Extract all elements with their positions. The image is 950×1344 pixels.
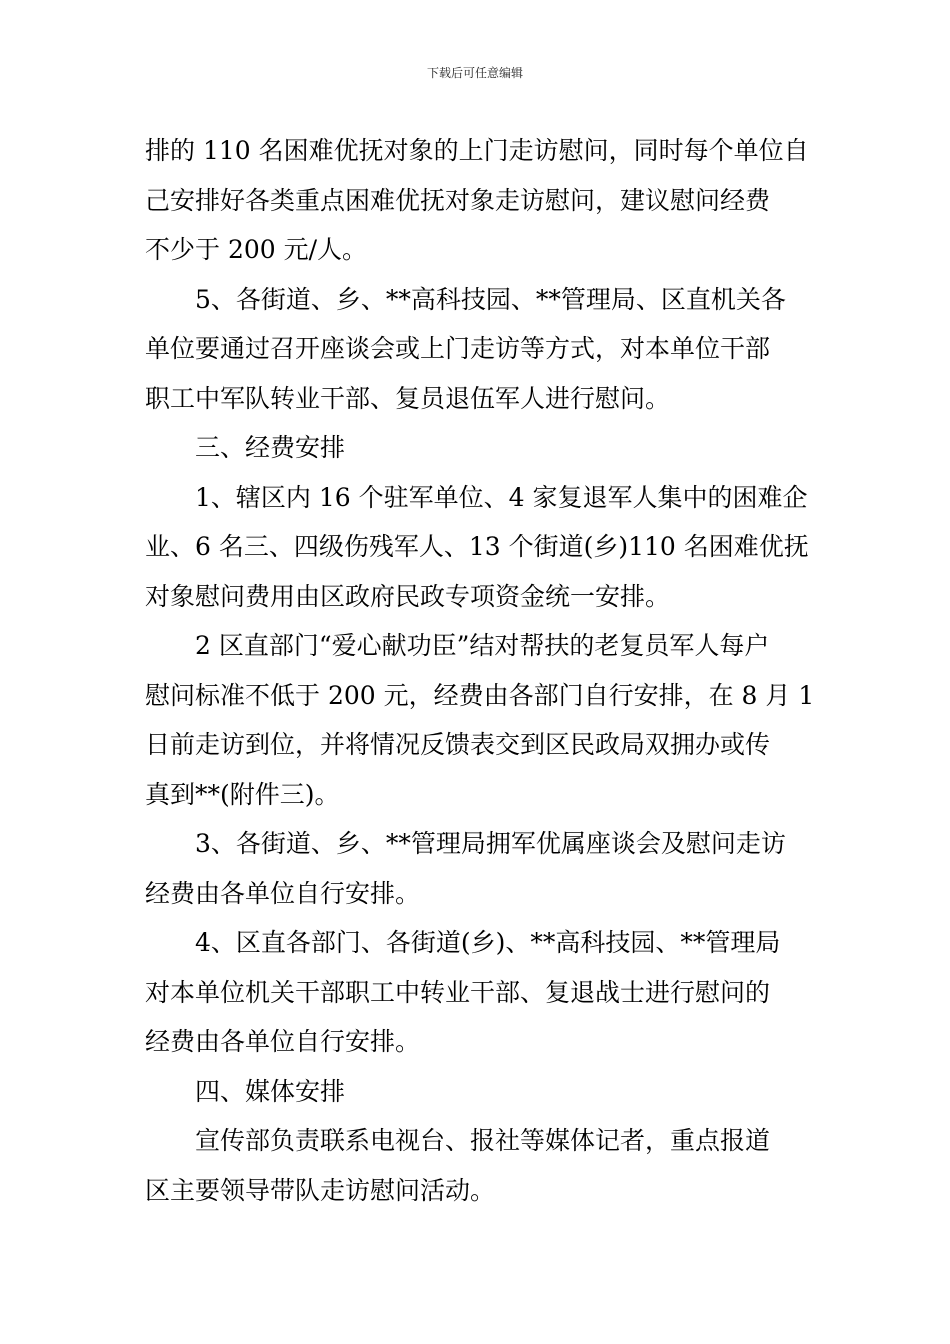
text-line: 经费由各单位自行安排。 [145, 878, 421, 908]
text-line: 单位要通过召开座谈会或上门走访等方式，对本单位干部 [145, 334, 771, 363]
text-line: 业、6 名三、四级伤残军人、13 个街道(乡)110 名困难优抚 [145, 532, 809, 561]
paragraph-start-line: 4、区直各部门、各街道(乡)、**高科技园、**管理局 [195, 928, 781, 957]
document-body [145, 126, 815, 1215]
text-line: 职工中军队转业干部、复员退伍军人进行慰问。 [145, 383, 671, 413]
text-line: 慰问标准不低于 200 元，经费由各部门自行安排，在 8 月 1 [145, 680, 815, 710]
paragraph-start-line: 2 区直部门“爱心献功臣”结对帮扶的老复员军人每户 [195, 631, 770, 660]
paragraph-start-line: 1、辖区内 16 个驻军单位、4 家复退军人集中的困难企 [195, 482, 808, 512]
text-line: 对象慰问费用由区政府民政专项资金统一安排。 [145, 581, 671, 611]
text-line: 日前走访到位，并将情况反馈表交到区民政局双拥办或传 [145, 730, 771, 759]
page-header: 下载后可任意编辑 [426, 66, 523, 80]
text-line: 不少于 200 元/人。 [145, 235, 368, 264]
text-line: 经费由各单位自行安排。 [145, 1027, 421, 1056]
text-line: 真到**(附件三)。 [145, 779, 340, 809]
text-line: 对本单位机关干部职工中转业干部、复退战士进行慰问的 [145, 977, 771, 1007]
paragraph-start-line: 5、各街道、乡、**高科技园、**管理局、区直机关各 [195, 284, 786, 314]
section-heading: 三、经费安排 [195, 433, 346, 462]
text-line: 区主要领导带队走访慰问活动。 [145, 1175, 496, 1205]
text-line: 己安排好各类重点困难优抚对象走访慰问，建议慰问经费 [145, 185, 771, 215]
section-heading: 四、媒体安排 [195, 1076, 346, 1106]
paragraph-start-line: 3、各街道、乡、**管理局拥军优属座谈会及慰问走访 [195, 829, 786, 858]
text-line: 排的 110 名困难优抚对象的上门走访慰问，同时每个单位自 [145, 136, 809, 165]
paragraph-start-line: 宣传部负责联系电视台、报社等媒体记者，重点报道 [195, 1126, 771, 1155]
